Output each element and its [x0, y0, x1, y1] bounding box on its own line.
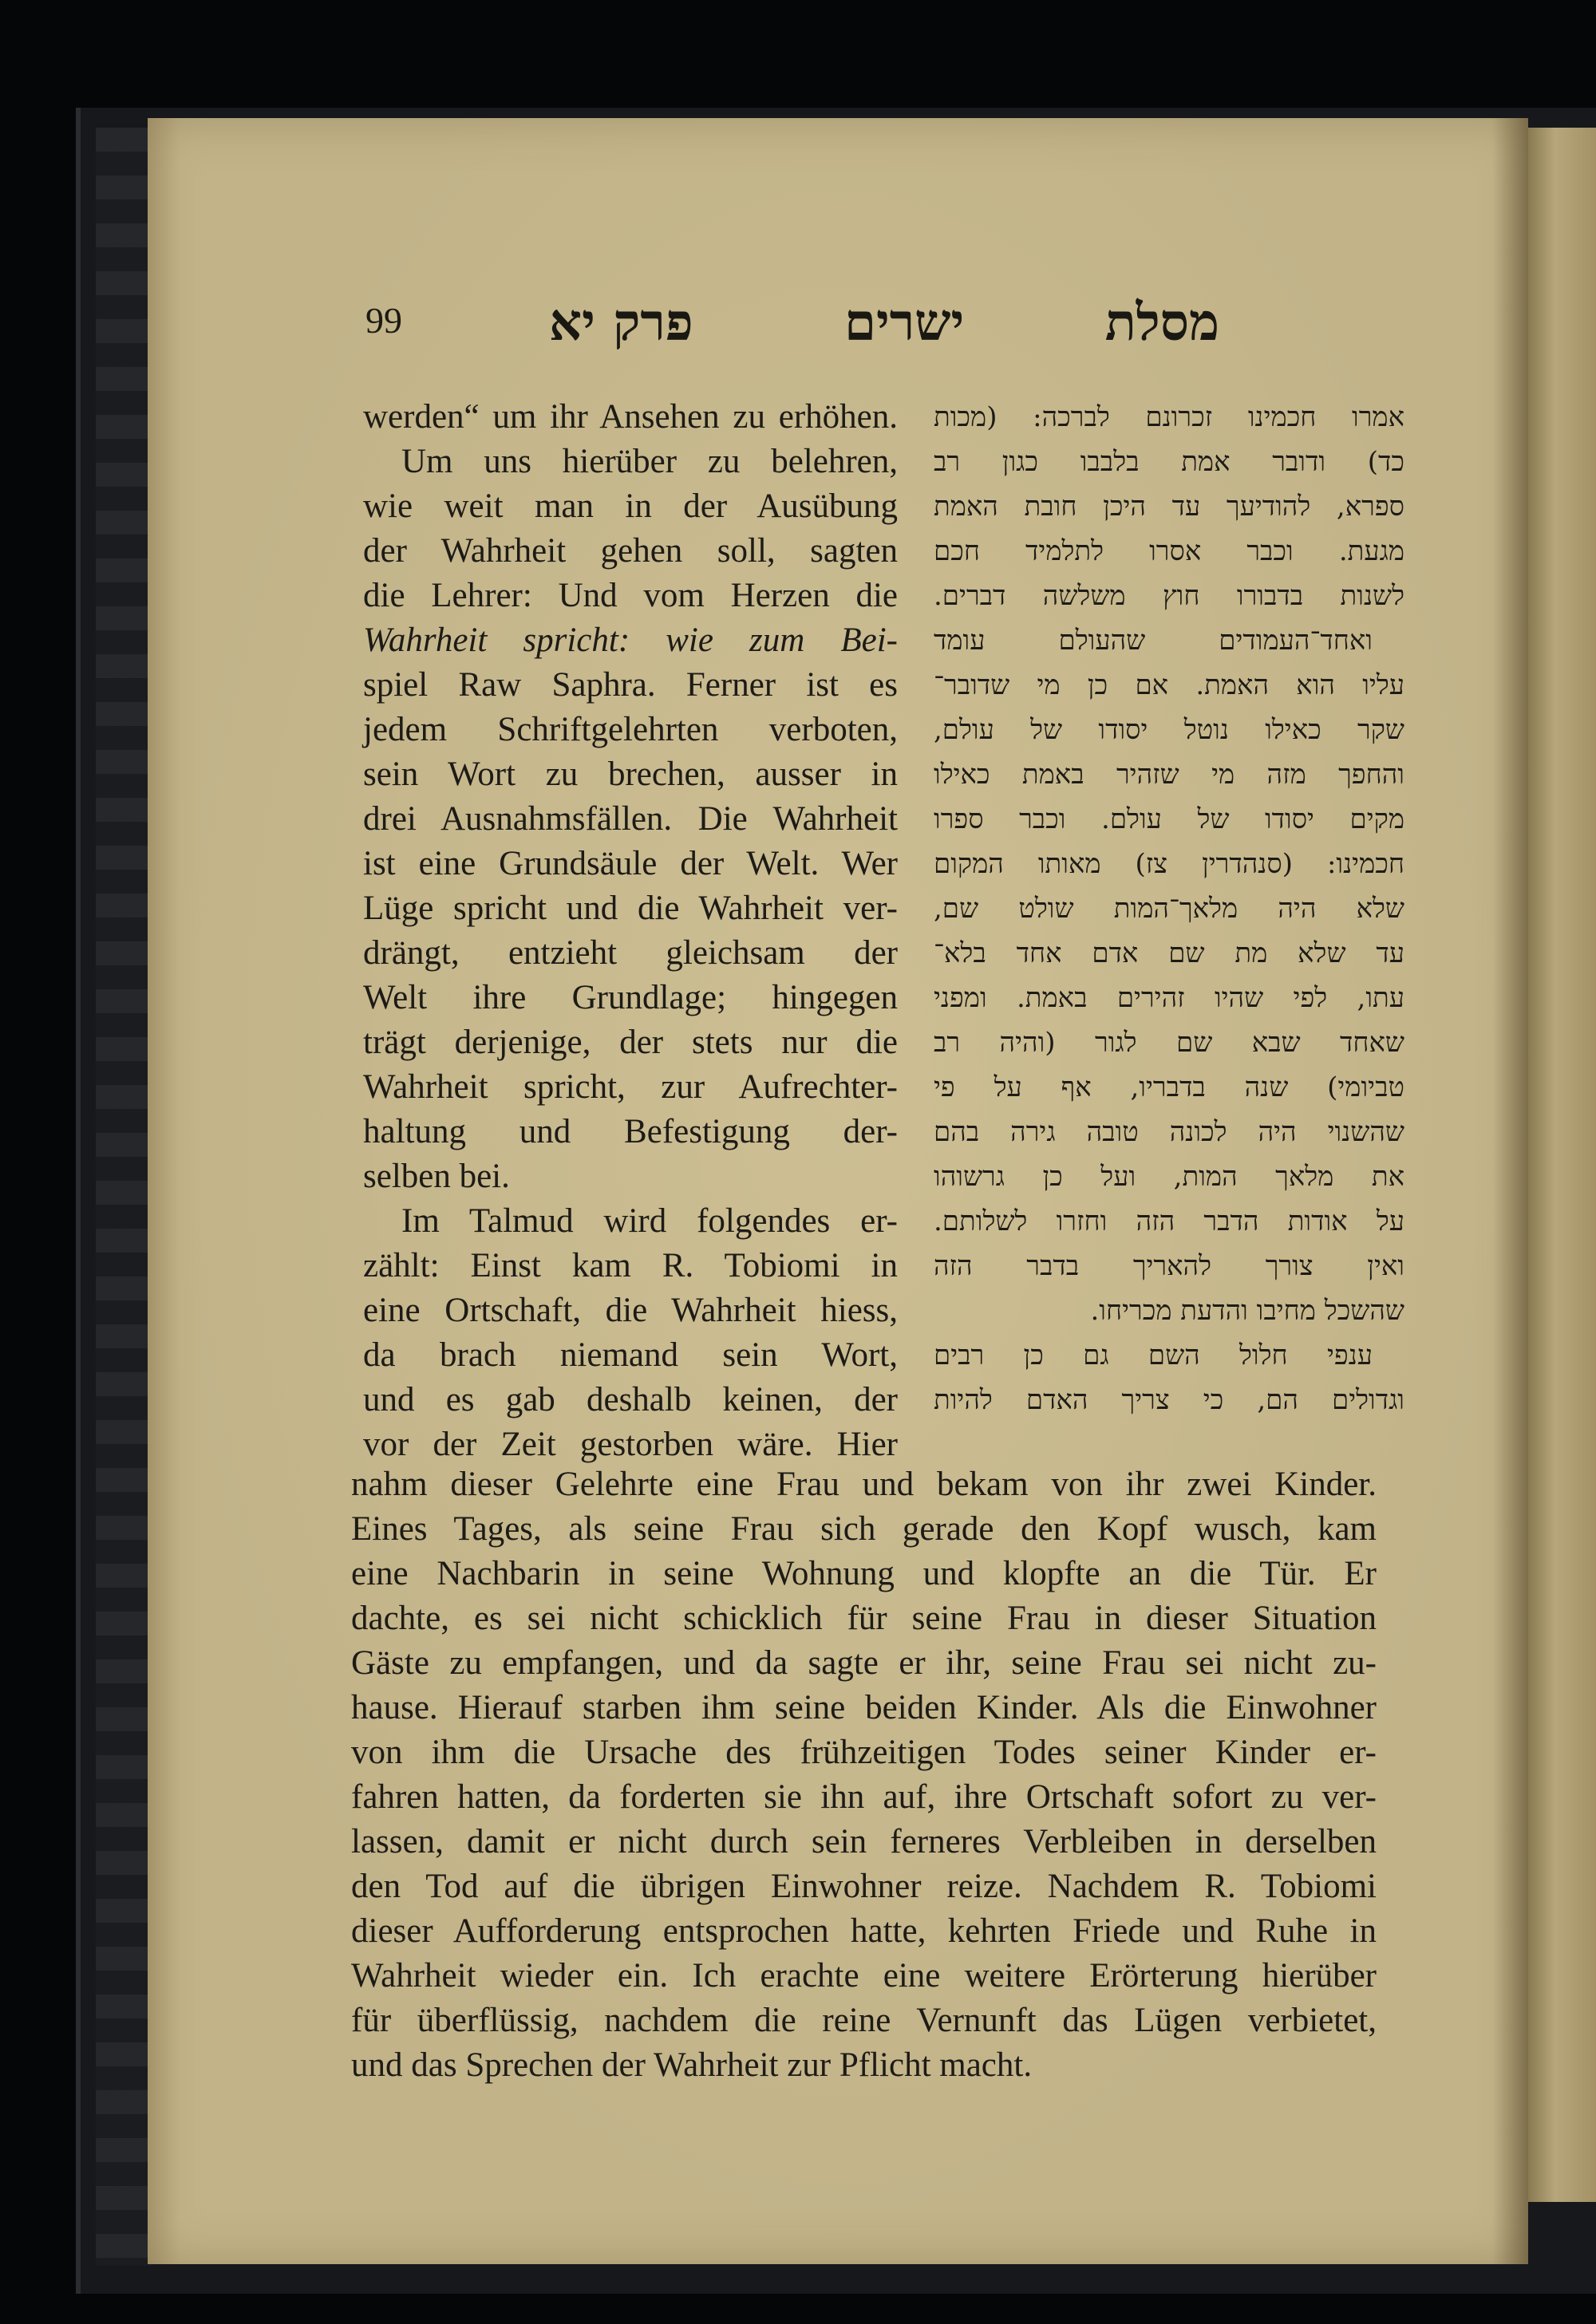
- page-fold-shadow: [1492, 118, 1528, 2264]
- german-line: Um uns hierüber zu belehren,: [401, 443, 898, 480]
- german-line: der Wahrheit gehen soll, sagten: [363, 532, 898, 570]
- book-spine: [96, 128, 152, 2266]
- german-wide-line: von ihm die Ursache des frühzeitigen Todes seiner Kinder er-: [351, 1734, 1377, 1771]
- german-wide-line: eine Nachbarin in seine Wohnung und klopfte an die Tür. Er: [351, 1555, 1377, 1592]
- german-line: drei Ausnahmsfällen. Die Wahrheit: [363, 800, 898, 838]
- german-line: trägt derjenige, der stets nur die: [363, 1024, 898, 1061]
- hebrew-line: שאחד שבא שם לגור (והיה רב: [934, 1027, 1404, 1059]
- german-line: zählt: Einst kam R. Tobiomi in: [363, 1247, 898, 1284]
- hebrew-line: מקים יסודו של עולם. וכבר ספרו: [934, 803, 1404, 835]
- hebrew-line: כד) ודובר אמת בלבבו כגון רב: [934, 446, 1404, 478]
- german-wide-line: und das Sprechen der Wahrheit zur Pflicht macht.: [351, 2046, 1033, 2084]
- hebrew-line: ואין צורך להאריך בדבר הזה: [934, 1250, 1404, 1282]
- running-head: [214, 293, 1219, 363]
- german-full-width-text: [351, 1462, 1377, 2088]
- german-line: werden“ um ihr Ansehen zu erhöhen.: [363, 398, 898, 436]
- hebrew-line: ואחד־העמודים שהעולם עומד: [934, 625, 1373, 657]
- hebrew-line: חכמינו: (סנהדרין צז) מאותו המקום: [934, 848, 1404, 880]
- german-line: eine Ortschaft, die Wahrheit hiess,: [363, 1292, 898, 1329]
- german-line: Wahrheit spricht: wie zum Bei-: [363, 621, 898, 659]
- running-title-word-1: מסלת: [1104, 293, 1219, 353]
- german-line: vor der Zeit gestorben wäre. Hier: [363, 1426, 898, 1463]
- hebrew-line: שלא היה מלאך־המות שולט שם,: [934, 893, 1404, 925]
- hebrew-line: ספרא, להודיעך עד היכן חובת האמת: [934, 491, 1404, 523]
- german-wide-line: Gäste zu empfangen, und da sagte er ihr, seine Frau sei nicht zu-: [351, 1644, 1377, 1682]
- german-line: wie weit man in der Ausübung: [363, 487, 898, 525]
- german-wide-line: lassen, damit er nicht durch sein ferneres Verbleiben in derselben: [351, 1823, 1377, 1860]
- hebrew-line: ענפי חלול השם גם כן רבים: [934, 1340, 1373, 1371]
- german-wide-line: dieser Aufforderung entsprochen hatte, kehrten Friede und Ruhe in: [351, 1912, 1377, 1950]
- hebrew-column: [934, 395, 1404, 1422]
- hebrew-line: עליו הוא האמת. אם כן מי שדובר־: [934, 669, 1404, 701]
- hebrew-line: שהשנוי היה לכונה טובה גירה בהם: [934, 1116, 1404, 1148]
- german-line: haltung und Befestigung der-: [363, 1113, 898, 1150]
- german-wide-line: Wahrheit wieder ein. Ich erachte eine weitere Erörterung hierüber: [351, 1957, 1377, 1995]
- german-line: Welt ihre Grundlage; hingegen: [363, 979, 898, 1016]
- german-line: selben bei.: [363, 1158, 510, 1195]
- hebrew-line: שקר כאילו נוטל יסודו של עולם,: [934, 714, 1404, 746]
- german-wide-line: dachte, es sei nicht schicklich für seine Frau in dieser Situation: [351, 1600, 1377, 1637]
- german-wide-line: fahren hatten, da forderten sie ihn auf, ihre Ortschaft sofort zu ver-: [351, 1778, 1377, 1816]
- german-wide-line: hause. Hierauf starben ihm seine beiden Kinder. Als die Einwohner: [351, 1689, 1377, 1726]
- german-wide-line: Eines Tages, als seine Frau sich gerade den Kopf wusch, kam: [351, 1510, 1377, 1548]
- hebrew-line: עתו, לפי שהיו זהירים באמת. ומפני: [934, 982, 1404, 1014]
- page-number: 99: [365, 300, 402, 341]
- hebrew-line: אמרו חכמינו זכרונם לברכה: (מכות: [934, 401, 1404, 433]
- hebrew-line: והחפך מזה מי שזהיר באמת כאילו: [934, 759, 1404, 791]
- hebrew-line: עד שלא מת שם אדם אחד בלא־: [934, 937, 1404, 969]
- german-line: Lüge spricht und die Wahrheit ver-: [363, 890, 898, 927]
- hebrew-line: שהשכל מחיבו והדעת מכריחו.: [1090, 1295, 1404, 1327]
- german-line: da brach niemand sein Wort,: [363, 1336, 898, 1374]
- hebrew-line: טביומי) שנה בדבריו, אף על פי: [934, 1071, 1404, 1103]
- running-title-word-2: ישרים: [844, 293, 965, 353]
- hebrew-line: לשנות בדבורו חוץ משלשה דברים.: [934, 580, 1404, 612]
- hebrew-line: את מלאך המות, ועל כן גרשוהו: [934, 1161, 1404, 1193]
- german-wide-line: für überflüssig, nachdem die reine Vernunft das Lügen verbietet,: [351, 2002, 1377, 2039]
- next-page-edge: [1528, 128, 1596, 2202]
- german-line: die Lehrer: Und vom Herzen die: [363, 577, 898, 614]
- german-wide-line: den Tod auf die übrigen Einwohner reize. Nachdem R. Tobiomi: [351, 1868, 1377, 1905]
- german-wide-line: nahm dieser Gelehrte eine Frau und bekam von ihr zwei Kinder.: [351, 1466, 1377, 1503]
- german-line: Im Talmud wird folgendes er-: [401, 1202, 898, 1240]
- german-line: jedem Schriftgelehrten verboten,: [363, 711, 898, 748]
- german-line: ist eine Grundsäule der Welt. Wer: [363, 845, 898, 882]
- german-line: und es gab deshalb keinen, der: [363, 1381, 898, 1418]
- german-line: sein Wort zu brechen, ausser in: [363, 756, 898, 793]
- hebrew-line: וגדולים הם, כי צריך האדם להיות: [934, 1384, 1404, 1416]
- running-title-word-3: פרק יא: [549, 293, 693, 353]
- german-column: [363, 395, 898, 1467]
- german-line: Wahrheit spricht, zur Aufrechter-: [363, 1068, 898, 1106]
- hebrew-line: מגעת. וכבר אסרו לתלמיד חכם: [934, 535, 1404, 567]
- german-line: drängt, entzieht gleichsam der: [363, 934, 898, 972]
- hebrew-line: על אודות הדבר הזה וחזרו לשלותם.: [934, 1205, 1404, 1237]
- german-line: spiel Raw Saphra. Ferner ist es: [363, 666, 898, 704]
